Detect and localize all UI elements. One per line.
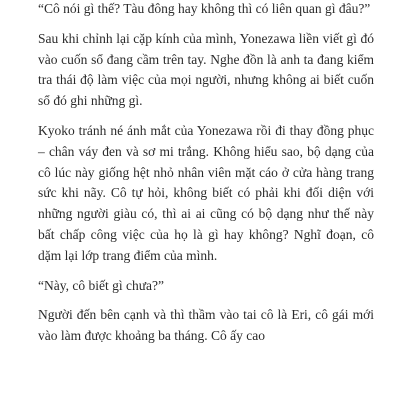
paragraph-3: Kyoko tránh né ánh mắt của Yonezawa rồi đi thay đồng phục – chân váy đen và sơ mi trắng. Không hiểu sao, bộ dạng của cô lúc này giống hệt nhỏ nhân viên mặt cáo ở cửa hàng trang sức khi nãy. Cô tự hỏi, không biết có phải khi đối diện với những người giàu có, thì ai ai cũng có bộ dạng như thế này bất chấp công việc của họ là gì hay không? Nghĩ đoạn, cô dặm lại lớp trang điểm của mình. [38, 122, 374, 263]
paragraph-4: “Này, cô biết gì chưa?” [38, 277, 165, 293]
paragraph-1: “Cô nói gì thế? Tàu đông hay không thì có liên quan gì đâu?” [38, 1, 371, 16]
body-text [38, 0, 374, 356]
paragraph-5: Người đến bên cạnh và thì thầm vào tai cô là Eri, cô gái mới vào làm được khoảng ba tháng. Cô ấy cao [38, 307, 374, 344]
paragraph-2: Sau khi chỉnh lại cặp kính của mình, Yonezawa liền viết gì đó vào cuốn sổ đang cầm trên tay. Nghe đồn là anh ta đang kiểm tra thái độ làm việc của mọi người, nhưng không ai biết cuốn sổ đó ghi những gì. [38, 30, 374, 109]
